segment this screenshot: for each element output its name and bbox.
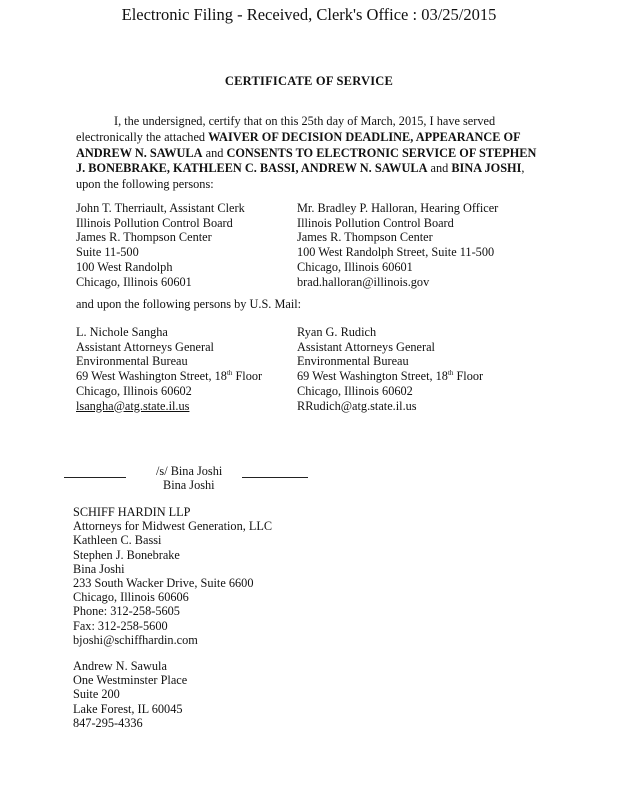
filing-header: Electronic Filing - Received, Clerk's Office : 03/25/2015 — [121, 5, 497, 24]
recipient-bureau: Environmental Bureau — [76, 354, 188, 369]
sawula-line: Suite 200 — [73, 687, 120, 702]
address-line: 100 West Randolph Street, Suite 11-500 — [297, 245, 495, 260]
firm-line: Fax: 312-258-5600 — [73, 618, 168, 633]
address-line: Suite 11-500 — [76, 245, 139, 260]
firm-line: Phone: 312-258-5605 — [73, 604, 180, 619]
signature-line-left — [64, 477, 126, 478]
signature-mark: /s/ Bina Joshi — [156, 464, 223, 478]
recipient-hearing-officer — [297, 201, 498, 289]
firm-line: Chicago, Illinois 60606 — [73, 590, 189, 605]
firm-block — [73, 505, 272, 647]
address-line: Chicago, Illinois 60601 — [76, 274, 192, 289]
intro-text-3: and — [427, 161, 452, 176]
recipient-bureau: Environmental Bureau — [297, 354, 409, 369]
mail-intro: and upon the following persons by U.S. Mail: — [76, 297, 302, 311]
address-line: Illinois Pollution Control Board — [297, 215, 454, 230]
recipient-email-link[interactable]: lsangha@atg.state.il.us — [76, 398, 190, 413]
recipient-clerk — [76, 201, 245, 289]
intro-text-2: and — [202, 145, 227, 160]
sawula-line: Andrew N. Sawula — [73, 659, 167, 673]
intro-text-4: , upon the following persons: — [76, 161, 525, 192]
intro-bold-3: BINA JOSHI — [451, 161, 522, 176]
address-line: brad.halloran@illinois.gov — [297, 274, 430, 289]
recipient-name: L. Nichole Sangha — [76, 325, 168, 339]
intro-text-1: I, the undersigned, certify that on this 25th day of March, 2015, I have served electronically the attached — [76, 114, 496, 144]
address-line: James R. Thompson Center — [297, 230, 433, 245]
recipient-sangha — [76, 325, 262, 413]
document-title: CERTIFICATE OF SERVICE — [224, 74, 394, 88]
firm-line: Kathleen C. Bassi — [73, 533, 162, 548]
recipient-city: Chicago, Illinois 60602 — [76, 383, 192, 398]
address-line: James R. Thompson Center — [76, 230, 212, 245]
firm-email: bjoshi@schiffhardin.com — [73, 632, 198, 647]
recipient-city: Chicago, Illinois 60602 — [297, 383, 413, 398]
signature-line-right — [242, 477, 308, 478]
intro-bold-1: WAIVER OF DECISION DEADLINE, APPEARANCE OF ANDREW N. SAWULA — [76, 129, 521, 160]
firm-line: Bina Joshi — [73, 561, 125, 576]
recipient-title: Assistant Attorneys General — [297, 339, 435, 354]
address-line: Chicago, Illinois 60601 — [297, 259, 413, 274]
recipient-title: Assistant Attorneys General — [76, 339, 214, 354]
recipient-email: RRudich@atg.state.il.us — [297, 398, 417, 413]
sawula-block — [73, 659, 187, 730]
firm-line: SCHIFF HARDIN LLP — [73, 505, 191, 519]
recipient-name: Ryan G. Rudich — [297, 325, 377, 339]
firm-line: Stephen J. Bonebrake — [73, 547, 180, 562]
sawula-line: One Westminster Place — [73, 673, 188, 688]
recipient-street: 69 West Washington Street, 18th Floor — [76, 369, 263, 384]
intro-bold-2: CONSENTS TO ELECTRONIC SERVICE OF STEPHEN J. BONEBRAKE, KATHLEEN C. BASSI, ANDREW N. SAWULA — [76, 145, 537, 176]
intro-paragraph — [76, 114, 542, 193]
firm-line: 233 South Wacker Drive, Suite 6600 — [73, 576, 254, 591]
sawula-line: Lake Forest, IL 60045 — [73, 701, 183, 716]
address-line: John T. Therriault, Assistant Clerk — [76, 201, 245, 215]
recipient-rudich — [297, 325, 483, 413]
signature-name: Bina Joshi — [163, 478, 215, 492]
address-line: Illinois Pollution Control Board — [76, 215, 233, 230]
recipient-street: 69 West Washington Street, 18th Floor — [297, 369, 484, 384]
address-line: Mr. Bradley P. Halloran, Hearing Officer — [297, 201, 499, 215]
firm-line: Attorneys for Midwest Generation, LLC — [73, 519, 273, 534]
sawula-line: 847-295-4336 — [73, 715, 143, 730]
address-line: 100 West Randolph — [76, 259, 173, 274]
